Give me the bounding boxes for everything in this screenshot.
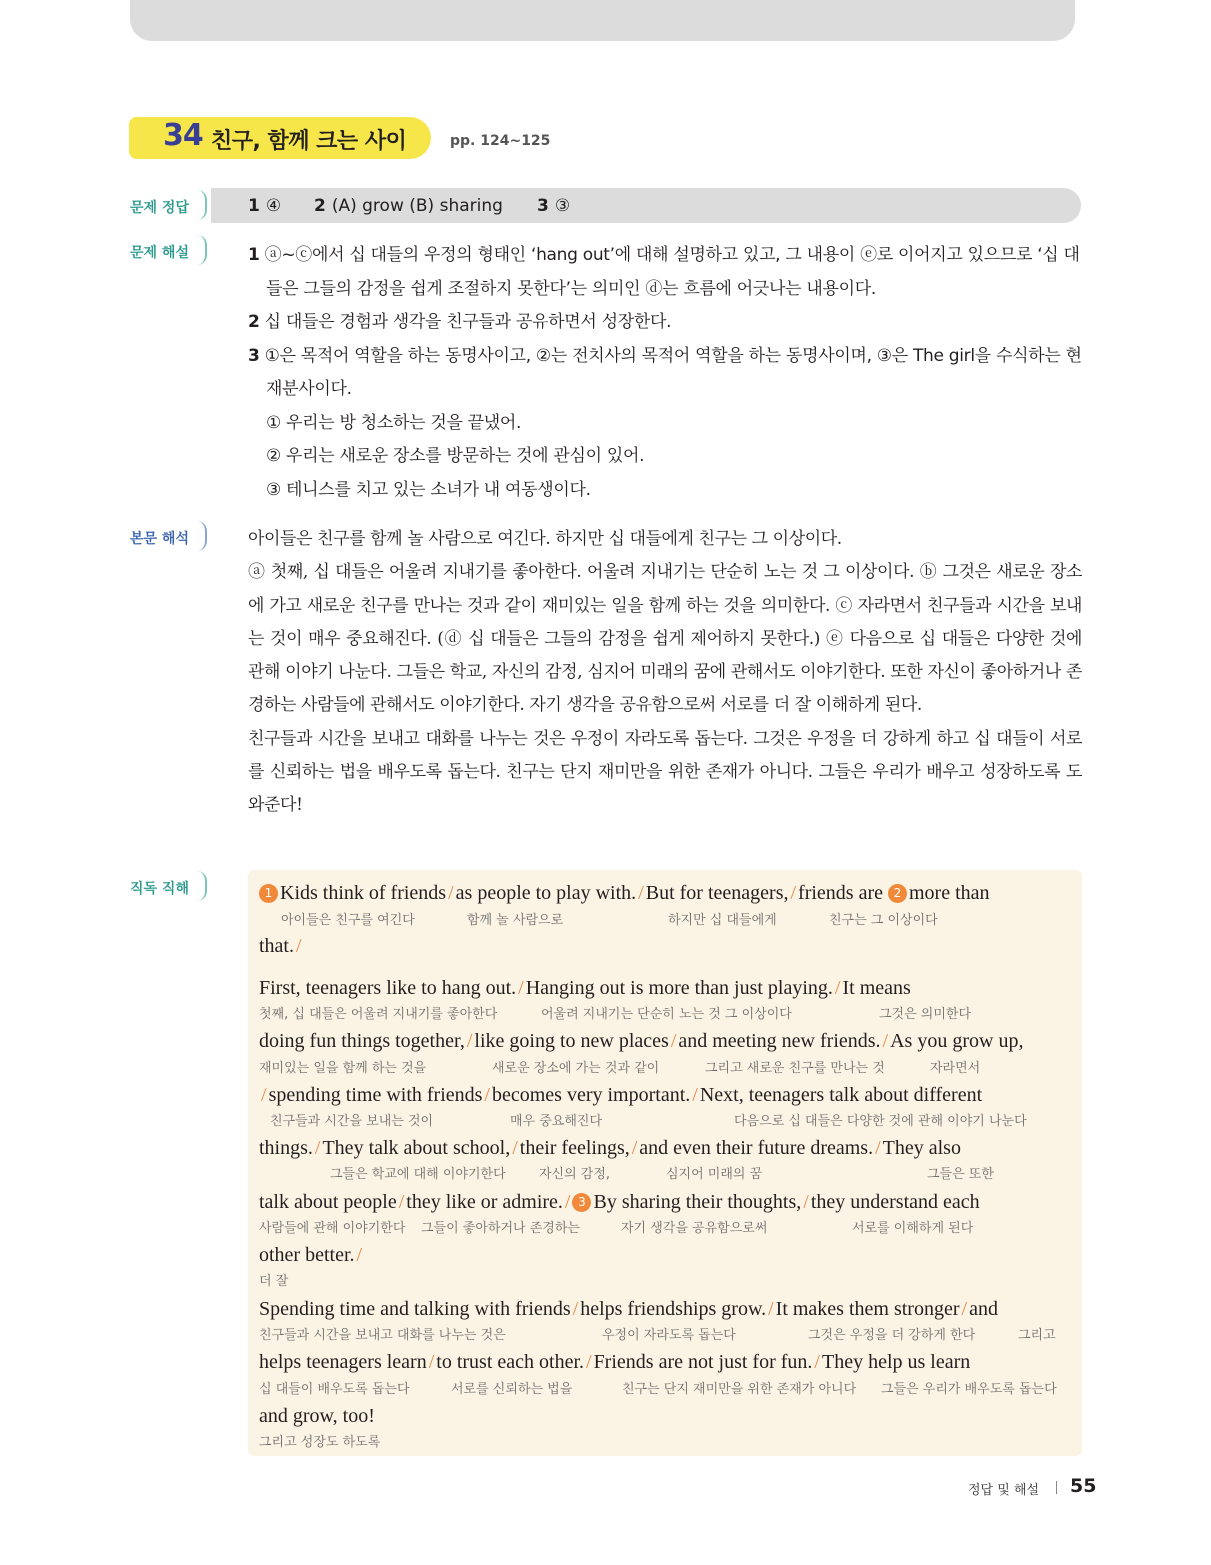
gloss: 친구들과 시간을 보내는 것이 xyxy=(270,1114,434,1129)
answer-3 xyxy=(537,196,570,216)
chunk: Spending time and talking with friends xyxy=(259,1298,571,1320)
q3-line1: ①은 목적어 역할을 하는 동명사이고, ②는 전치사의 목적어 역할을 하는 동명사이며, ③은 The girl을 수식하는 현 xyxy=(264,345,1082,366)
q2-line1: 십 대들은 경험과 생각을 친구들과 공유하면서 성장한다. xyxy=(264,312,672,332)
q3-example-2: ② 우리는 새로운 장소를 방문하는 것에 관심이 있어. xyxy=(266,446,645,466)
chunk: to trust each other. xyxy=(436,1351,584,1373)
gloss: 자라면서 xyxy=(930,1061,981,1076)
answer-text: (A) grow (B) sharing xyxy=(331,196,503,216)
chunk: and grow, too! xyxy=(259,1405,375,1427)
slash: / xyxy=(638,882,644,904)
slash: / xyxy=(882,1030,889,1052)
chunk: They help us learn xyxy=(821,1351,971,1373)
top-header-bar xyxy=(130,0,1075,41)
reading-line-5 xyxy=(259,1084,982,1107)
explanation-block xyxy=(248,239,1082,507)
gloss: 더 잘 xyxy=(259,1274,289,1289)
chunk: becomes very important. xyxy=(491,1084,691,1106)
chunk: and xyxy=(969,1298,998,1320)
chunk: as people to play with. xyxy=(455,882,637,904)
reading-line-7 xyxy=(259,1191,980,1214)
slash: / xyxy=(961,1298,968,1320)
slash: / xyxy=(314,1137,321,1159)
chunk: By sharing their thoughts, xyxy=(593,1191,802,1213)
gloss: 사람들에 관해 이야기한다 xyxy=(259,1221,406,1236)
sentence-marker-1: 1 xyxy=(259,884,278,903)
slash: / xyxy=(296,935,302,957)
slash: / xyxy=(834,977,841,999)
reading-line-2 xyxy=(259,935,304,958)
q3-example-1: ① 우리는 방 청소하는 것을 끝냈어. xyxy=(266,412,522,433)
slash: / xyxy=(512,1137,518,1159)
gloss: 그리고 xyxy=(1018,1328,1056,1343)
reading-line-1 xyxy=(259,882,990,905)
gloss: 함께 놀 사람으로 xyxy=(467,913,564,928)
chunk: friends are xyxy=(798,882,883,904)
gloss: 그리고 성장도 하도록 xyxy=(259,1435,381,1450)
answer-text: ③ xyxy=(554,196,571,216)
q1-num: 1 xyxy=(248,245,260,265)
slash: / xyxy=(803,1191,809,1213)
chunk: But for teenagers, xyxy=(645,882,789,904)
gloss: 우정이 자라도록 돕는다 xyxy=(602,1328,736,1343)
chunk: their feelings, xyxy=(519,1137,630,1159)
explanation-q3 xyxy=(248,340,1082,374)
chunk: Kids think of friends xyxy=(280,882,447,904)
gloss: 그들이 좋아하거나 존경하는 xyxy=(421,1221,580,1236)
chunk: things. xyxy=(259,1137,313,1159)
sentence-marker-2: 2 xyxy=(888,884,907,903)
gloss: 그리고 새로운 친구를 만나는 것 xyxy=(705,1061,885,1076)
explanation-q2 xyxy=(248,306,1082,340)
gloss: 하지만 십 대들에게 xyxy=(668,913,777,928)
gloss: 그들은 우리가 배우도록 돕는다 xyxy=(881,1382,1057,1397)
unit-number: 34 xyxy=(163,118,203,153)
chunk: and even their future dreams. xyxy=(639,1137,874,1159)
gloss: 서로를 이해하게 된다 xyxy=(852,1221,974,1236)
gloss: 그것은 우정을 더 강하게 한다 xyxy=(808,1328,976,1343)
answer-num: 3 xyxy=(537,196,549,216)
chunk: As you grow up, xyxy=(890,1030,1024,1052)
slash: / xyxy=(518,977,524,999)
answer-num: 1 xyxy=(248,196,260,216)
gloss: 매우 중요해진다 xyxy=(510,1114,603,1129)
slash: / xyxy=(768,1298,774,1320)
gloss: 심지어 미래의 꿈 xyxy=(666,1167,763,1182)
reading-line-3 xyxy=(259,977,911,1000)
slash: / xyxy=(428,1351,435,1373)
q1-line2: 들은 그들의 감정을 쉽게 조절하지 못한다’는 의미인 ⓓ는 흐름에 어긋나는 내용이다. xyxy=(266,278,876,299)
slash: / xyxy=(586,1351,592,1373)
slash: / xyxy=(572,1298,579,1320)
slash: / xyxy=(356,1244,363,1266)
gloss: 친구는 단지 재미만을 위한 존재가 아니다 xyxy=(622,1382,857,1397)
slash: / xyxy=(261,1084,267,1106)
slash: / xyxy=(448,882,454,904)
slash: / xyxy=(814,1351,820,1373)
chunk: other better. xyxy=(259,1244,355,1266)
gloss: 그들은 또한 xyxy=(927,1167,994,1182)
chunk: that. xyxy=(259,935,294,957)
chunk: They also xyxy=(882,1137,961,1159)
chunk: like going to new places xyxy=(474,1030,669,1052)
translation-block xyxy=(248,523,1082,823)
footer-label: 정답 및 해설 xyxy=(968,1483,1040,1498)
footer-divider xyxy=(1056,1481,1057,1494)
chunk: they understand each xyxy=(810,1191,980,1213)
chunk: They talk about school, xyxy=(322,1137,511,1159)
unit-title: 친구, 함께 크는 사이 xyxy=(211,129,407,154)
explanation-q1 xyxy=(248,239,1082,273)
chunk: doing fun things together, xyxy=(259,1030,465,1052)
chunk: Next, teenagers talk about different xyxy=(699,1084,983,1106)
chunk: they like or admire. xyxy=(406,1191,563,1213)
reading-line-10 xyxy=(259,1351,970,1374)
gloss: 새로운 장소에 가는 것과 같이 xyxy=(492,1061,660,1076)
gloss: 친구들과 시간을 보내고 대화를 나누는 것은 xyxy=(259,1328,506,1343)
reading-label: 직독 직해 xyxy=(130,871,207,901)
chunk: It means xyxy=(842,977,911,999)
answer-num: 2 xyxy=(314,196,326,216)
slash: / xyxy=(692,1084,698,1106)
reading-line-8 xyxy=(259,1244,364,1267)
page-number: 55 xyxy=(1070,1475,1097,1497)
gloss: 다음으로 십 대들은 다양한 것에 관해 이야기 나눈다 xyxy=(734,1114,1027,1129)
slash: / xyxy=(670,1030,677,1052)
slash: / xyxy=(790,882,797,904)
gloss: 아이들은 친구를 여긴다 xyxy=(281,913,415,928)
sentence-marker-3: 3 xyxy=(572,1193,591,1212)
chunk: talk about people xyxy=(259,1191,397,1213)
gloss: 자신의 감정, xyxy=(539,1167,611,1182)
q1-line1: ⓐ~ⓒ에서 십 대들의 우정의 형태인 ‘hang out’에 대해 설명하고 있고, 그 내용이 ⓔ로 이어지고 있으므로 ‘십 대 xyxy=(264,245,1080,265)
slash: / xyxy=(564,1191,571,1213)
reading-line-6 xyxy=(259,1137,961,1160)
slash: / xyxy=(631,1137,638,1159)
unit-pages: pp. 124~125 xyxy=(450,133,551,149)
reading-line-9 xyxy=(259,1298,998,1321)
gloss: 십 대들이 배우도록 돕는다 xyxy=(259,1382,410,1397)
slash: / xyxy=(398,1191,405,1213)
chunk: and meeting new friends. xyxy=(678,1030,881,1052)
translation-label: 본문 해석 xyxy=(130,521,207,551)
slash: / xyxy=(875,1137,881,1159)
answer-text: ④ xyxy=(265,196,282,216)
chunk: spending time with friends xyxy=(268,1084,483,1106)
gloss: 친구는 그 이상이다 xyxy=(829,913,938,928)
translation-paragraph-2: ⓐ 첫째, 십 대들은 어울려 지내기를 좋아한다. 어울려 지내기는 단순히 노는 것 그 이상이다. ⓑ 그것은 새로운 장소에 가고 새로운 친구를 만나는 것과 같이 재미있는 일을 함께 하는 것을 의미한다. ⓒ 자라면서 친구들과 시간을 보내는 것이 매우 중요해진다. (ⓓ 십 대들은 그들의 감정을 쉽게 제어하지 못한다.) ⓔ 다음으로 십 대들은 다양한 것에 관해 이야기 나눈다. 그들은 학교, 자신의 감정, 심지어 미래의 꿈에 관해서도 이야기한다. 또한 자신이 좋아하거나 존경하는 사람들에 관해서도 이야기한다. 자기 생각을 공유함으로써 서로를 더 잘 이해하게 된다. xyxy=(248,562,1082,716)
slash: / xyxy=(466,1030,473,1052)
answer-2 xyxy=(314,196,503,216)
gloss: 그들은 학교에 대해 이야기한다 xyxy=(330,1167,506,1182)
q2-num: 2 xyxy=(248,312,260,332)
chunk: Friends are not just for fun. xyxy=(593,1351,813,1373)
gloss: 어울려 지내기는 단순히 노는 것 그 이상이다 xyxy=(541,1007,792,1022)
answer-1 xyxy=(248,196,281,216)
chunk: It makes them stronger xyxy=(775,1298,960,1320)
q3-line2: 재분사이다. xyxy=(266,379,352,399)
gloss: 자기 생각을 공유함으로써 xyxy=(621,1221,768,1236)
reading-line-11 xyxy=(259,1405,375,1428)
q3-example-3: ③ 테니스를 치고 있는 소녀가 내 여동생이다. xyxy=(266,479,591,500)
slash: / xyxy=(484,1084,490,1106)
explanation-label: 문제 해설 xyxy=(130,235,207,265)
gloss: 재미있는 일을 함께 하는 것을 xyxy=(259,1061,427,1076)
gloss: 서로를 신뢰하는 법을 xyxy=(451,1382,573,1397)
answers-label: 문제 정답 xyxy=(130,190,207,220)
gloss: 첫째, 십 대들은 어울려 지내기를 좋아한다 xyxy=(259,1007,498,1022)
chunk: Hanging out is more than just playing. xyxy=(525,977,833,999)
chunk: First, teenagers like to hang out. xyxy=(259,977,517,999)
q3-num: 3 xyxy=(248,345,260,366)
chunk: more than xyxy=(909,882,990,904)
chunk: helps friendships grow. xyxy=(580,1298,767,1320)
gloss: 그것은 의미한다 xyxy=(879,1007,972,1022)
translation-paragraph-1: 아이들은 친구를 함께 놀 사람으로 여긴다. 하지만 십 대들에게 친구는 그 이상이다. xyxy=(248,529,842,549)
reading-line-4 xyxy=(259,1030,1023,1053)
translation-paragraph-3: 친구들과 시간을 보내고 대화를 나누는 것은 우정이 자라도록 돕는다. 그것은 우정을 더 강하게 하고 십 대들이 서로를 신뢰하는 법을 배우도록 돕는다. 친구는 단지 재미만을 위한 존재가 아니다. 그들은 우리가 배우고 성장하도록 도와준다! xyxy=(248,728,1082,816)
chunk: helps teenagers learn xyxy=(259,1351,427,1373)
